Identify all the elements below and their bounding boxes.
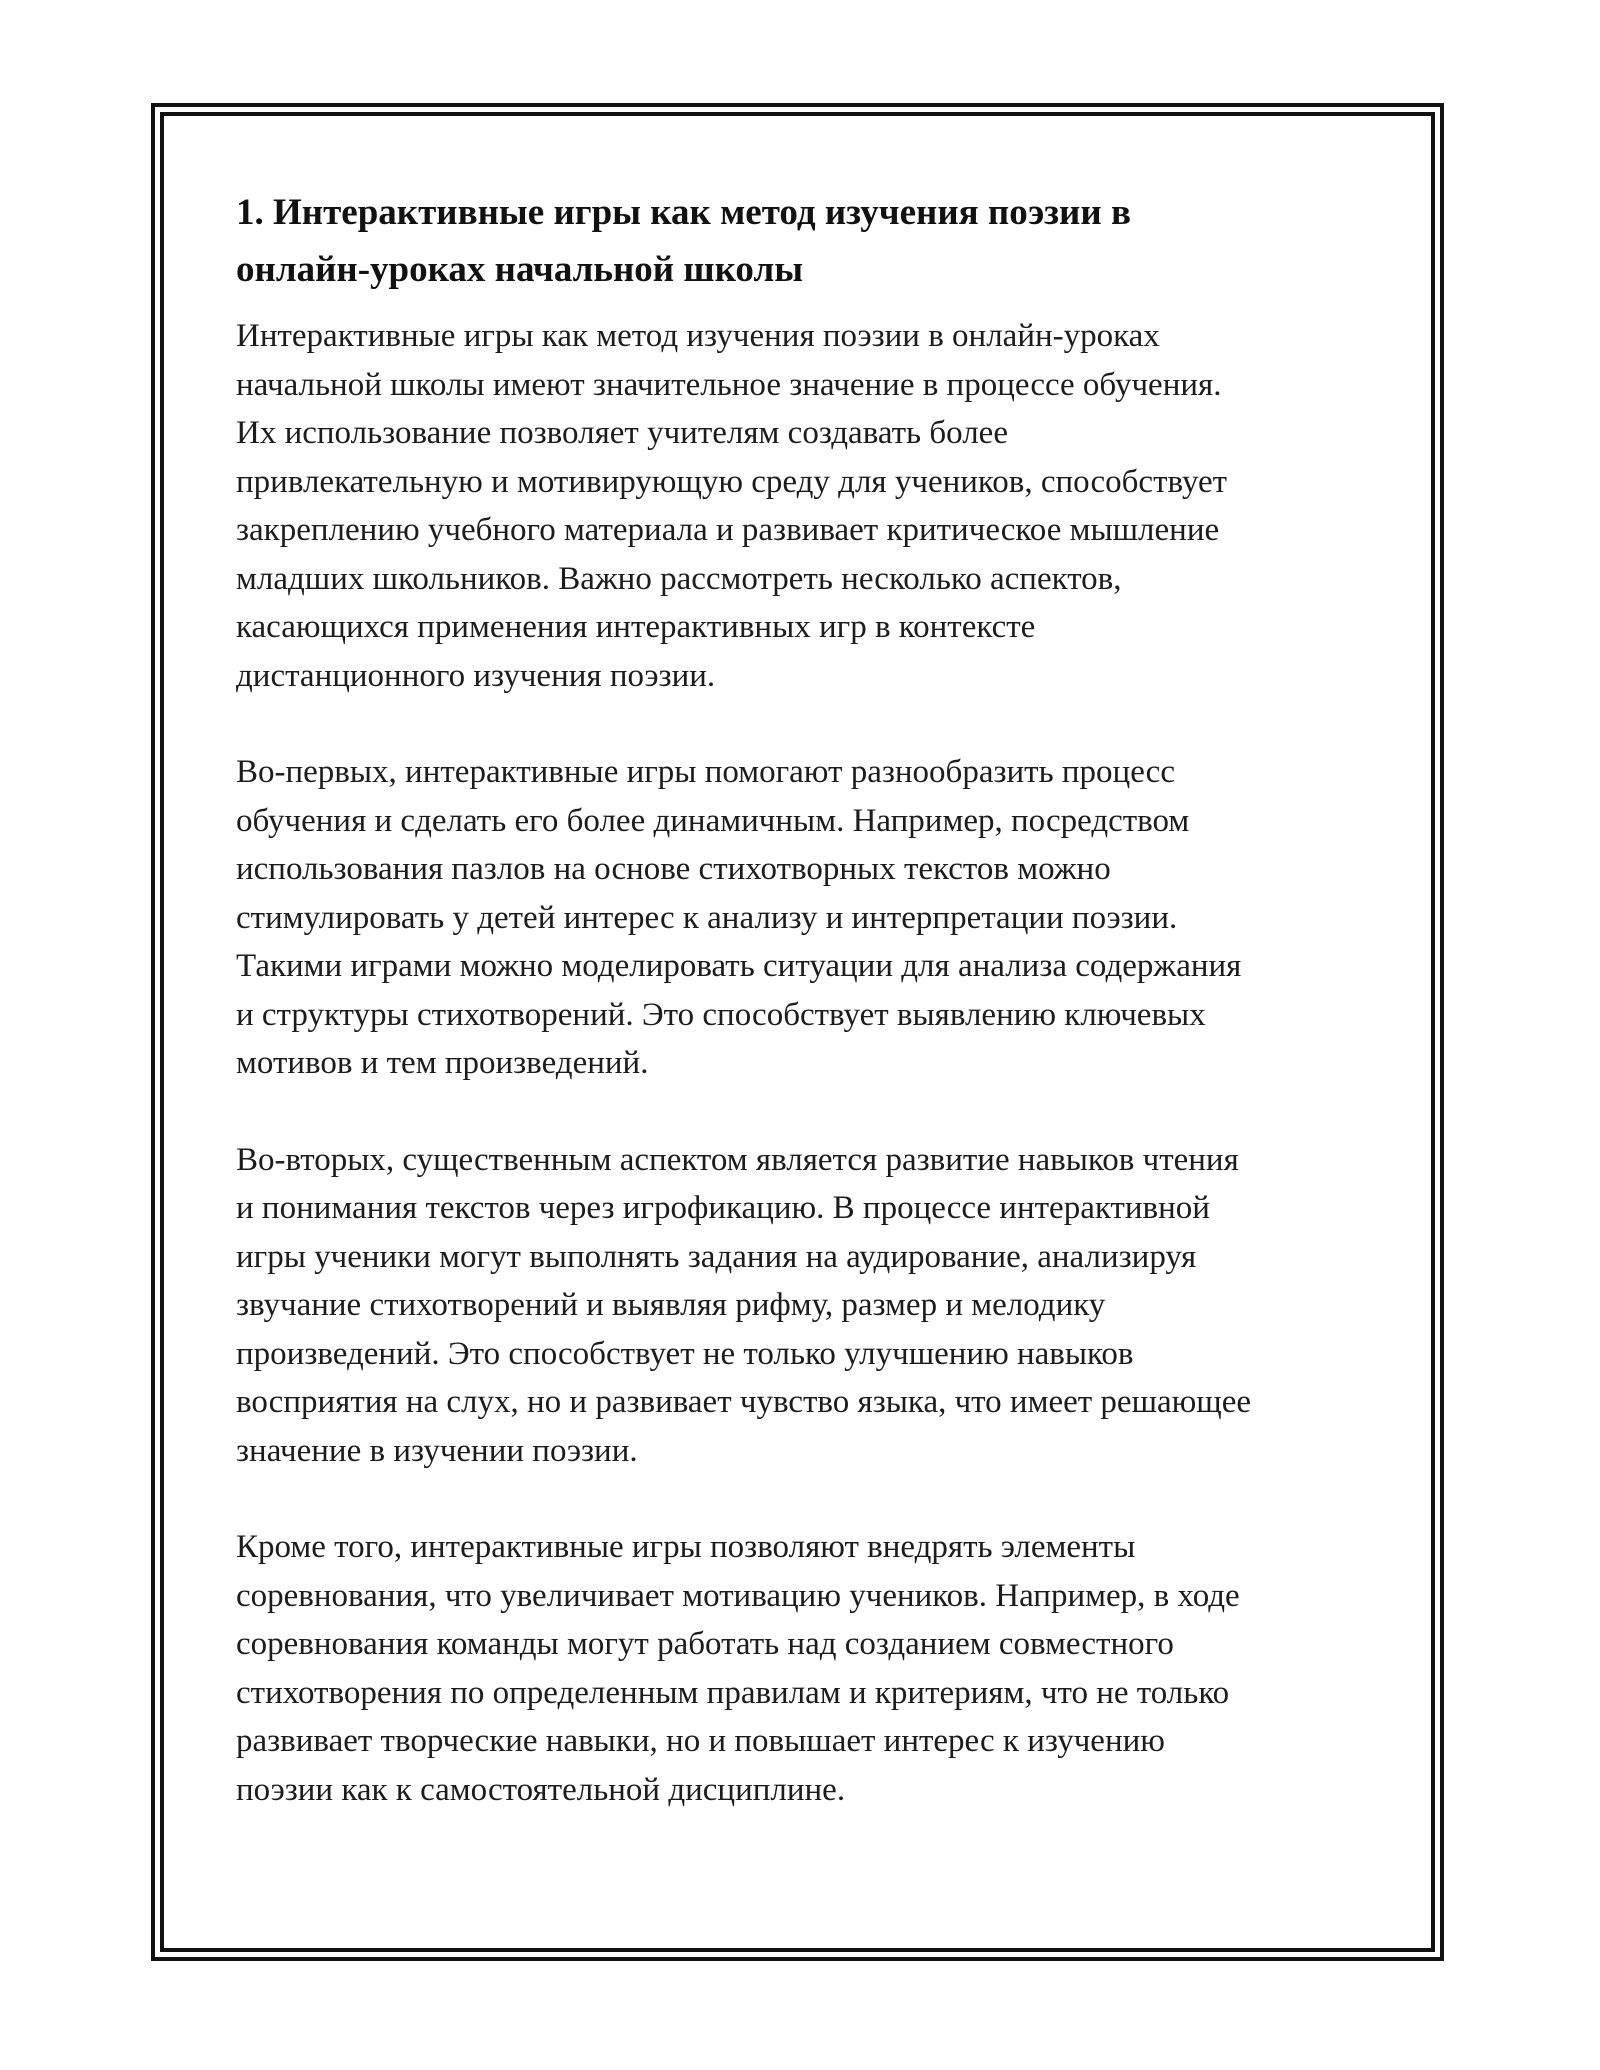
document-body	[236, 184, 1376, 1862]
text-line: звучание стихотворений и выявляя рифму, размер и мелодику	[236, 1287, 1106, 1323]
text-line: привлекательную и мотивирующую среду для учеников, способствует	[236, 463, 1228, 500]
text-line: и понимания текстов через игрофикацию. В процессе интерактивной	[236, 1190, 1210, 1226]
text-line: Такими играми можно моделировать ситуации для анализа содержания	[236, 948, 1242, 984]
text-line: стимулировать у детей интерес к анализу и интерпретации поэзии.	[236, 899, 1178, 936]
text-line: игры ученики могут выполнять задания на аудирование, анализируя	[236, 1238, 1197, 1275]
text-line: соревнования, что увеличивает мотивацию учеников. Например, в ходе	[236, 1577, 1240, 1614]
paragraph-intro	[236, 312, 1376, 700]
text-line: младших школьников. Важно рассмотреть несколько аспектов,	[236, 560, 1122, 597]
heading-line: 1. Интерактивные игры как метод изучения поэзии в	[236, 192, 1131, 233]
text-line: касающихся применения интерактивных игр в контексте	[236, 609, 1036, 645]
text-line: Кроме того, интерактивные игры позволяют внедрять элементы	[236, 1529, 1136, 1565]
text-line: развивает творческие навыки, но и повышает интерес к изучению	[236, 1723, 1165, 1759]
paragraph-third	[236, 1523, 1376, 1814]
text-line: дистанционного изучения поэзии.	[236, 657, 716, 694]
text-line: мотивов и тем произведений.	[236, 1045, 649, 1081]
text-line: Во-вторых, существенным аспектом является развитие навыков чтения	[236, 1141, 1239, 1178]
text-line: Во-первых, интерактивные игры помогают разнообразить процесс	[236, 754, 1175, 790]
text-line: восприятия на слух, но и развивает чувство языка, что имеет решающее	[236, 1384, 1251, 1420]
section-heading	[236, 184, 1376, 298]
text-line: произведений. Это способствует не только улучшению навыков	[236, 1335, 1134, 1372]
text-line: закреплению учебного материала и развивает критическое мышление	[236, 512, 1220, 548]
text-line: использования пазлов на основе стихотворных текстов можно	[236, 851, 1111, 887]
text-line: Их использование позволяет учителям создавать более	[236, 415, 1008, 451]
text-line: обучения и сделать его более динамичным. Например, посредством	[236, 802, 1190, 839]
text-line: начальной школы имеют значительное значение в процессе обучения.	[236, 366, 1222, 403]
text-line: стихотворения по определенным правилам и критериям, что не только	[236, 1674, 1230, 1711]
text-line: и структуры стихотворений. Это способствует выявлению ключевых	[236, 996, 1206, 1033]
text-line: Интерактивные игры как метод изучения поэзии в онлайн-уроках	[236, 318, 1160, 354]
paragraph-second	[236, 1136, 1376, 1476]
paragraph-first	[236, 748, 1376, 1088]
text-line: поэзии как к самостоятельной дисциплине.	[236, 1771, 846, 1808]
text-line: соревнования команды могут работать над созданием совместного	[236, 1626, 1174, 1662]
text-line: значение в изучении поэзии.	[236, 1432, 638, 1469]
heading-line: онлайн-уроках начальной школы	[236, 249, 804, 290]
